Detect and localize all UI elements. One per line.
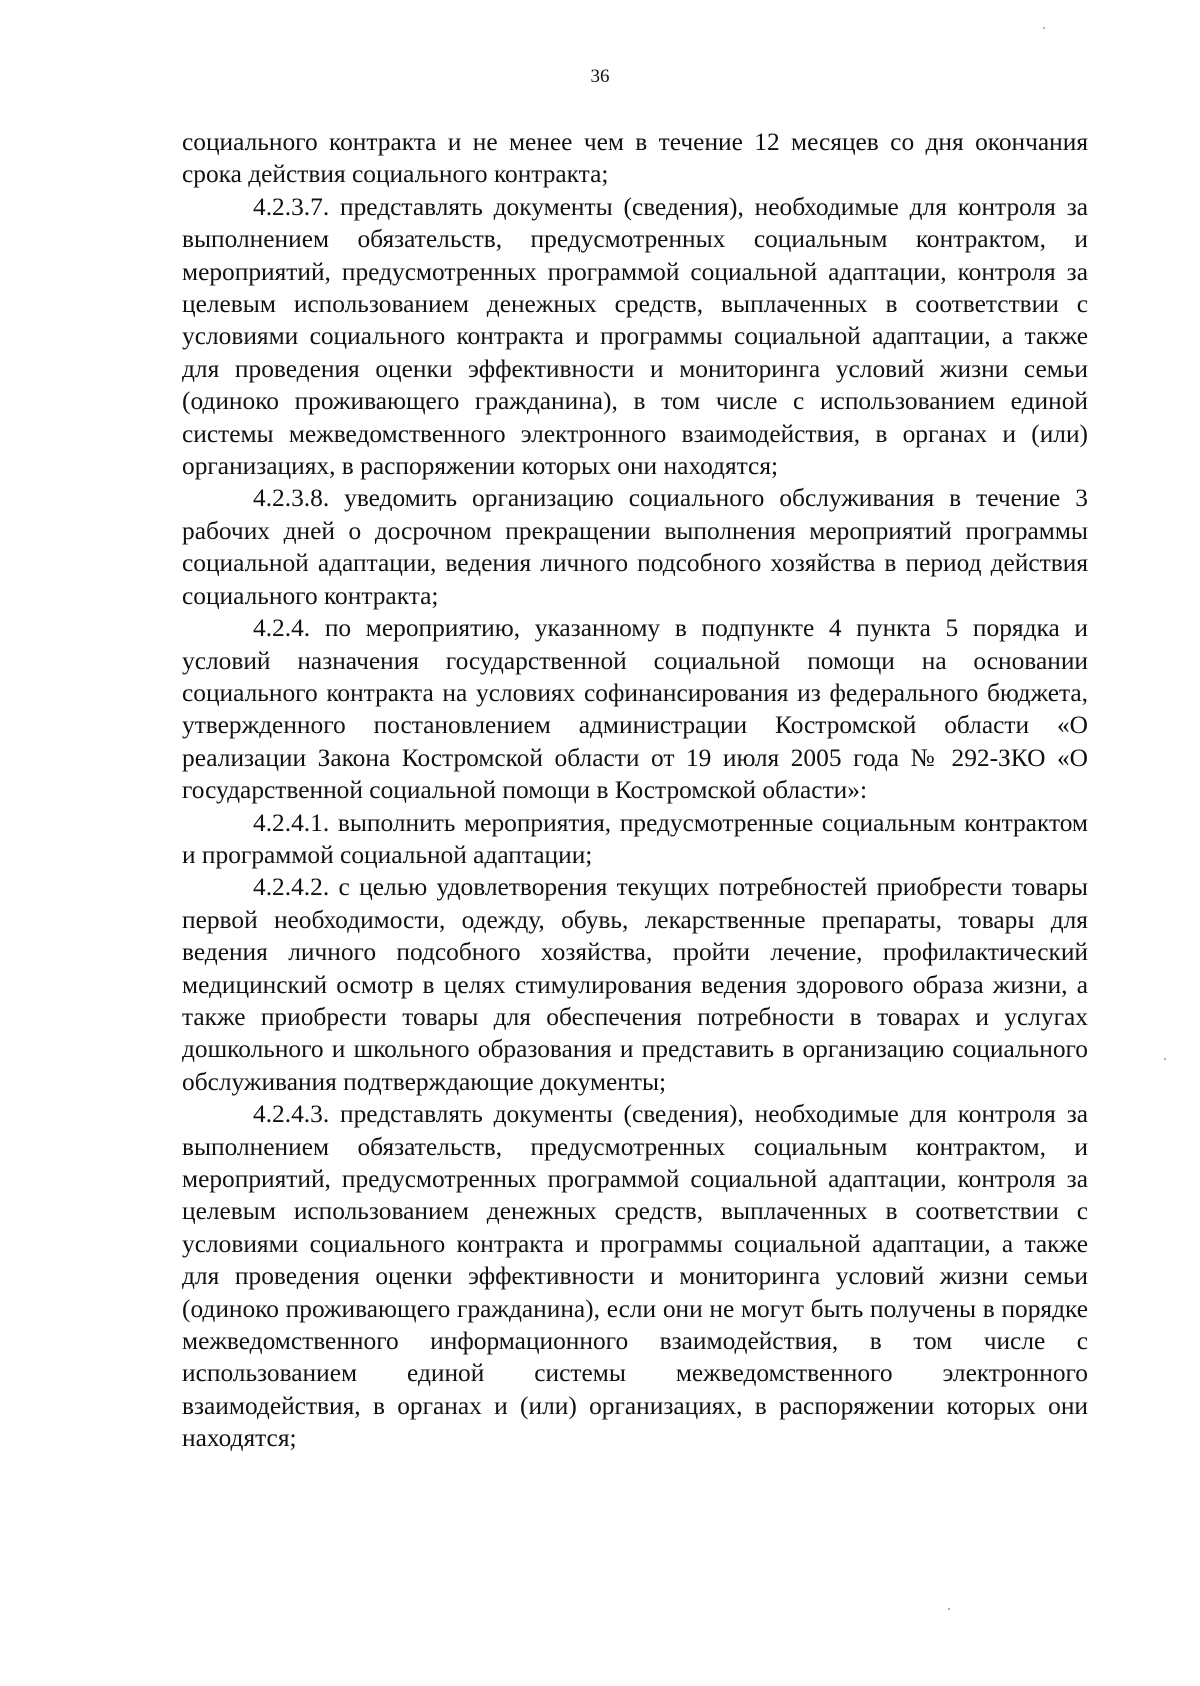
paragraph-4-2-4-3: 4.2.4.3. представлять документы (сведения), необходимые для контроля за выполнением обязательств, предусмотренных социальным контрактом, и мероприятий, предусмотренных программой социальной адаптации, контроля за целевым использованием денежных средств, выплаченных в соответствии с условиями социального контракта и программы социальной адаптации, а также для проведения оценки эффективности и мониторинга условий жизни семьи (одиноко проживающего гражданина), если они не могут быть получены в порядке межведомственного информационного взаимодействия, в том числе с использованием единой системы межведомственного электронного взаимодействия, в органах и (или) организациях, в распоряжении которых они находятся; [182, 1100, 1088, 1453]
paragraph-4-2-3-8: 4.2.3.8. уведомить организацию социального обслуживания в течение 3 рабочих дней о досрочном прекращении выполнения мероприятий программы социальной адаптации, ведения личного подсобного хозяйства в период действия социального контракта; [182, 484, 1088, 610]
paragraph-4-2-3-7: 4.2.3.7. представлять документы (сведения), необходимые для контроля за выполнением обязательств, предусмотренных социальным контрактом, и мероприятий, предусмотренных программой социальной адаптации, контроля за целевым использованием денежных средств, выплаченных в соответствии с условиями социального контракта и программы социальной адаптации, а также для проведения оценки эффективности и мониторинга условий жизни семьи (одиноко проживающего гражданина), в том числе с использованием единой системы межведомственного электронного взаимодействия, в органах и (или) организациях, в распоряжении которых они находятся; [182, 192, 1088, 481]
document-body [182, 126, 1088, 1455]
paragraph-4-2-4-1: 4.2.4.1. выполнить мероприятия, предусмотренные социальным контрактом и программой социальной адаптации; [182, 808, 1088, 869]
paragraph-4-2-4-2: 4.2.4.2. с целью удовлетворения текущих потребностей приобрести товары первой необходимости, одежду, обувь, лекарственные препараты, товары для ведения личного подсобного хозяйства, пройти лечение, профилактический медицинский осмотр в целях стимулирования ведения здорового образа жизни, а также приобрести товары для обеспечения потребности в товарах и услугах дошкольного и школьного образования и представить в организацию социального обслуживания подтверждающие документы; [182, 873, 1088, 1096]
paragraph-4-2-4: 4.2.4. по мероприятию, указанному в подпункте 4 пункта 5 порядка и условий назначения государственной социальной помощи на основании социального контракта на условиях софинансирования из федерального бюджета, утвержденного постановлением администрации Костромской области «О реализации Закона Костромской области от 19 июля 2005 года № 292-ЗКО «О государственной социальной помощи в Костромской области»: [182, 614, 1088, 805]
page-number: 36 [590, 66, 610, 87]
scan-speck [1043, 27, 1045, 29]
paragraph-continuation: социального контракта и не менее чем в течение 12 месяцев со дня окончания срока действия социального контракта; [182, 128, 1088, 189]
scan-speck [948, 1608, 950, 1610]
scan-speck [1164, 1058, 1166, 1060]
